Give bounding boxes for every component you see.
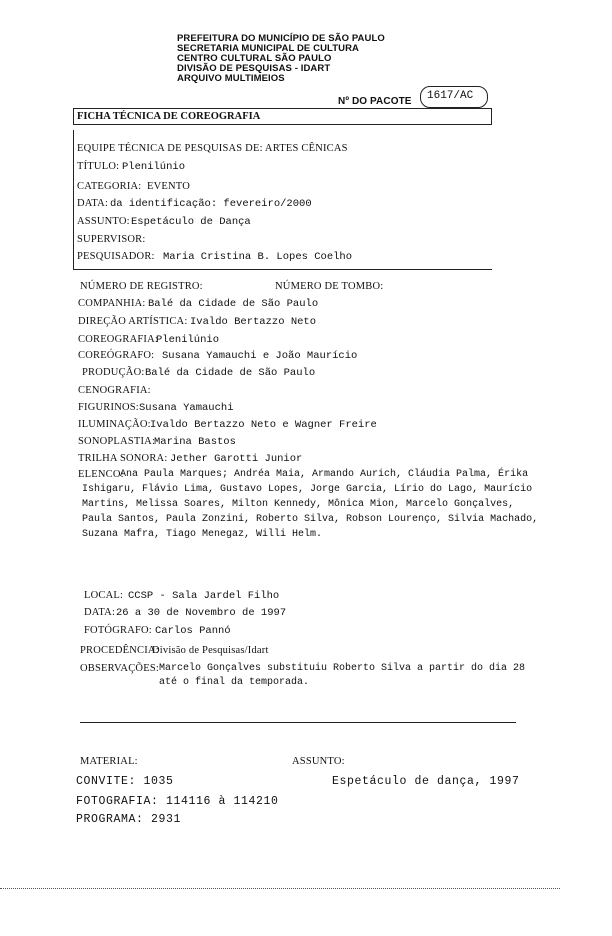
- procedencia-value: Divisão de Pesquisas/Idart: [152, 645, 269, 656]
- companhia-label: COMPANHIA:: [78, 298, 146, 309]
- coreografo-label: COREÓGRAFO:: [78, 350, 155, 361]
- footer-assunto-label: ASSUNTO:: [292, 756, 345, 767]
- title-left-border: [73, 108, 74, 124]
- iluminacao-label: ILUMINAÇÃO:: [78, 419, 151, 430]
- trilha-label: TRILHA SONORA:: [78, 453, 168, 464]
- elenco-line: Ishigaru, Flávio Lima, Gustavo Lopes, Jorge Garcia, Lírio do Lago, Maurício: [82, 484, 533, 495]
- ficha-title: FICHA TÉCNICA DE COREOGRAFIA: [77, 111, 261, 122]
- elenco-line: Suzana Mafra, Tiago Menegaz, Willi Helm.: [82, 529, 323, 540]
- scan-edge-line: [0, 888, 560, 889]
- figurino-value: Susana Yamauchi: [139, 402, 234, 414]
- local-data-label: DATA:: [84, 607, 116, 618]
- titulo-label: TÍTULO:: [77, 161, 120, 172]
- categoria-value: EVENTO: [147, 181, 191, 192]
- companhia-value: Balé da Cidade de São Paulo: [148, 298, 319, 310]
- ficha-left-border: [73, 130, 74, 270]
- header-line-arquivo: ARQUIVO MULTIMEIOS: [177, 73, 285, 84]
- pesquisador-label: PESQUISADOR:: [77, 251, 155, 262]
- direcao-label: DIREÇÃO ARTÍSTICA:: [78, 316, 188, 327]
- fotografia-line: FOTOGRAFIA: 114116 à 114210: [76, 795, 279, 808]
- observacoes-label: OBSERVAÇÕES:: [80, 663, 159, 674]
- local-label: LOCAL:: [84, 590, 124, 601]
- procedencia-label: PROCEDÊNCIA:: [80, 645, 159, 656]
- footer-assunto-value: Espetáculo de dança, 1997: [332, 775, 520, 788]
- sonoplastia-value: Marina Bastos: [154, 436, 236, 448]
- coreografo-value: Susana Yamauchi e João Maurício: [162, 350, 358, 362]
- elenco-line: Paula Santos, Paula Zonzini, Roberto Silva, Robson Lourenço, Silvia Machado,: [82, 514, 539, 525]
- producao-label: PRODUÇÃO:: [82, 367, 145, 378]
- header-line-divisao: DIVISÃO DE PESQUISAS - IDART: [177, 63, 331, 74]
- elenco-label: ELENCO:: [78, 469, 124, 480]
- convite-line: CONVITE: 1035: [76, 775, 174, 788]
- cenografia-label: CENOGRAFIA:: [78, 385, 151, 396]
- trilha-value: Jether Garotti Junior: [170, 453, 303, 465]
- title-right-border: [491, 108, 492, 124]
- elenco-line: Martins, Melissa Soares, Milton Kennedy, Mônica Mion, Marcelo Gonçalves,: [82, 499, 515, 510]
- fotografo-label: FOTÓGRAFO:: [84, 625, 152, 636]
- categoria-label: CATEGORIA:: [77, 181, 142, 192]
- elenco-line: Ana Paula Marques; Andréa Maia, Armando Aurich, Cláudia Palma, Érika: [120, 469, 529, 480]
- local-data-value: 26 a 30 de Novembro de 1997: [116, 607, 287, 619]
- title-bottom-rule: [73, 124, 492, 125]
- title-top-rule: [73, 108, 492, 109]
- coreografia-label: COREOGRAFIA:: [78, 334, 158, 345]
- supervisor-label: SUPERVISOR:: [77, 234, 146, 245]
- titulo-value: Plenilúnio: [122, 161, 186, 173]
- header-line-prefeitura: PREFEITURA DO MUNICÍPIO DE SÃO PAULO: [177, 33, 385, 44]
- coreografia-value: Plenilúnio: [156, 334, 220, 346]
- footer-separator-rule: [80, 722, 516, 723]
- header-line-centro: CENTRO CULTURAL SÃO PAULO: [177, 53, 332, 64]
- direcao-value: Ivaldo Bertazzo Neto: [190, 316, 317, 328]
- ficha-bottom-rule: [73, 269, 492, 270]
- figurino-label: FIGURINOS:: [78, 402, 139, 413]
- data-value: da identificação: fevereiro/2000: [110, 198, 312, 210]
- pacote-label: Nº DO PACOTE: [338, 96, 412, 107]
- local-value: CCSP - Sala Jardel Filho: [128, 590, 280, 602]
- pacote-stamp: [420, 86, 488, 108]
- data-label: DATA:: [77, 198, 109, 209]
- programa-line: PROGRAMA: 2931: [76, 813, 182, 826]
- observacoes-line: até o final da temporada.: [159, 677, 310, 688]
- registro-label: NÚMERO DE REGISTRO:: [80, 281, 203, 292]
- pacote-number: 1617/AC: [427, 90, 474, 102]
- equipe-label: EQUIPE TÉCNICA DE PESQUISAS DE: ARTES CÊNICAS: [77, 143, 348, 154]
- tombo-label: NÚMERO DE TOMBO:: [275, 281, 384, 292]
- observacoes-line: Marcelo Gonçalves substituiu Roberto Silva a partir do dia 28: [159, 663, 526, 674]
- assunto-label: ASSUNTO:: [77, 216, 130, 227]
- material-label: MATERIAL:: [80, 756, 138, 767]
- sonoplastia-label: SONOPLASTIA:: [78, 436, 156, 447]
- producao-value: Balé da Cidade de São Paulo: [145, 367, 316, 379]
- pesquisador-value: Maria Cristina B. Lopes Coelho: [163, 251, 353, 263]
- assunto-value: Espetáculo de Dança: [131, 216, 251, 228]
- header-line-secretaria: SECRETARIA MUNICIPAL DE CULTURA: [177, 43, 360, 54]
- fotografo-value: Carlos Pannó: [155, 625, 231, 637]
- iluminacao-value: Ivaldo Bertazzo Neto e Wagner Freire: [150, 419, 377, 431]
